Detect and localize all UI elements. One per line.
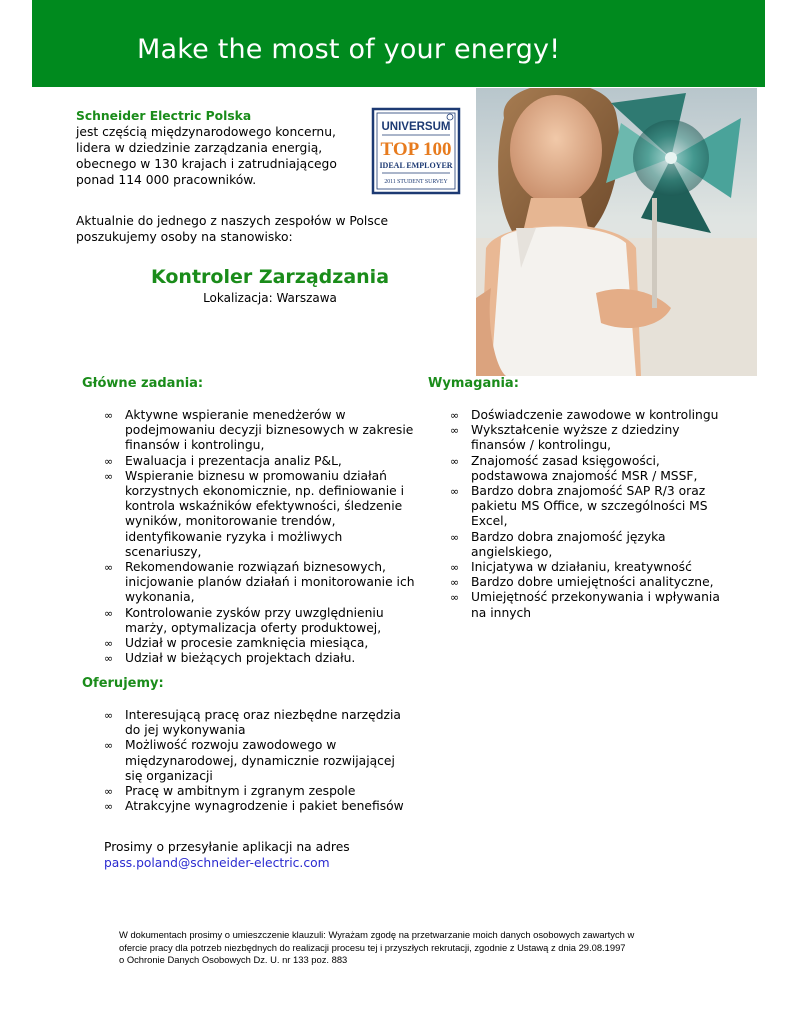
bullet-icon: ∞	[104, 561, 114, 575]
lead-paragraph	[76, 213, 464, 245]
header-banner	[32, 0, 765, 87]
requirements-list	[450, 408, 720, 621]
tasks-list	[104, 408, 415, 666]
photo-illustration	[476, 88, 757, 376]
bullet-icon: ∞	[104, 800, 114, 814]
list-item-text: Udział w procesie zamknięcia miesiąca,	[125, 636, 369, 651]
list-item	[450, 530, 720, 560]
list-item-text: na innych	[471, 605, 532, 620]
list-item-text: Umiejętność przekonywania i wpływania	[471, 590, 720, 605]
list-item-text: wyników, monitorowanie trendów,	[125, 514, 336, 529]
girl-with-pinwheel-photo	[476, 88, 757, 376]
list-item-text: Bardzo dobra znajomość języka	[471, 529, 666, 544]
list-item-text: Bardzo dobra znajomość SAP R/3 oraz	[471, 484, 706, 499]
list-item-text: Pracę w ambitnym i zgranym zespole	[125, 784, 356, 799]
bullet-icon: ∞	[450, 485, 460, 499]
bullet-icon: ∞	[450, 591, 460, 605]
list-item-text: Doświadczenie zawodowe w kontrolingu	[471, 408, 719, 422]
position-title: Kontroler Zarządzania	[150, 266, 390, 288]
list-item-text: Bardzo dobre umiejętności analityczne,	[471, 575, 714, 590]
universum-top100-badge	[368, 105, 464, 197]
bullet-icon: ∞	[450, 409, 460, 422]
list-item-text: Atrakcyjne wynagrodzenie i pakiet benefisów	[125, 799, 404, 814]
list-item	[450, 454, 720, 484]
list-item-text: wykonania,	[125, 590, 195, 605]
list-item	[104, 651, 415, 666]
list-item-text: Aktywne wspieranie menedżerów w	[125, 408, 346, 422]
list-item-text: Ewaluacja i prezentacja analiz P&L,	[125, 453, 342, 468]
list-item	[450, 575, 720, 590]
list-item-text: finansów / kontrolingu,	[471, 438, 612, 453]
position-location: Lokalizacja: Warszawa	[203, 291, 337, 305]
list-item	[450, 423, 720, 453]
list-item-text: Interesującą pracę oraz niezbędne narzędzia	[125, 708, 401, 722]
intro-line: jest częścią międzynarodowego koncernu,	[76, 125, 336, 139]
list-item	[450, 484, 720, 530]
list-item	[104, 469, 415, 560]
bullet-icon: ∞	[104, 739, 114, 753]
intro-line: ponad 114 000 pracowników.	[76, 173, 257, 187]
list-item-text: Excel,	[471, 514, 508, 529]
list-item-text: podstawowa znajomość MSR / MSSF,	[471, 468, 698, 483]
lead-line: poszukujemy osoby na stanowisko:	[76, 230, 293, 244]
clause-line: o Ochronie Danych Osobowych Dz. U. nr 133 poz. 883	[119, 954, 348, 965]
position-block	[76, 264, 464, 306]
bullet-icon: ∞	[450, 561, 460, 575]
list-item	[104, 408, 415, 454]
universum-badge-graphic	[368, 105, 464, 197]
apply-block	[104, 839, 350, 871]
list-item-text: Znajomość zasad księgowości,	[471, 453, 660, 468]
list-item-text: angielskiego,	[471, 544, 553, 559]
bullet-icon: ∞	[450, 576, 460, 590]
list-item-text: inicjowanie planów działań i monitorowanie ich	[125, 575, 415, 590]
list-item-text: kontrola wskaźników efektywności, śledzenie	[125, 499, 403, 514]
clause-line: W dokumentach prosimy o umieszczenie klauzuli: Wyrażam zgodę na przetwarzanie moich danych osobowych zawartych w	[119, 929, 635, 940]
clause-line: ofercie pracy dla potrzeb niezbędnych do realizacji procesu tej i przyszłych rekrutacji, zgodnie z Ustawą z dnia 29.08.1997	[119, 941, 626, 953]
gdpr-clause	[119, 929, 679, 967]
list-item	[104, 606, 415, 636]
list-item-text: Kontrolowanie zysków przy uwzględnieniu	[125, 605, 384, 620]
list-item	[450, 408, 720, 423]
list-item	[104, 799, 404, 814]
list-item	[450, 560, 720, 575]
intro-line: lidera w dziedzinie zarządzania energią,	[76, 141, 323, 155]
list-item	[104, 738, 404, 784]
list-item	[104, 454, 415, 469]
list-item-text: się organizacji	[125, 768, 213, 783]
list-item-text: marży, optymalizacja oferty produktowej,	[125, 620, 382, 635]
badge-survey: 2011 STUDENT SURVEY	[384, 179, 448, 185]
badge-brand: UNIVERSUM	[381, 121, 451, 133]
bullet-icon: ∞	[104, 785, 114, 799]
lead-line: Aktualnie do jednego z naszych zespołów w Polsce	[76, 214, 389, 228]
company-name: Schneider Electric Polska	[76, 109, 252, 123]
list-item-text: korzystnych ekonomicznie, np. definiowanie i	[125, 484, 405, 499]
list-item-text: Rekomendowanie rozwiązań biznesowych,	[125, 560, 386, 575]
company-intro	[76, 108, 356, 188]
requirements-heading: Wymagania:	[428, 376, 519, 391]
list-item-text: Inicjatywa w działaniu, kreatywność	[471, 560, 692, 575]
bullet-icon: ∞	[104, 637, 114, 651]
bullet-icon: ∞	[104, 409, 114, 422]
bullet-icon: ∞	[450, 454, 460, 468]
list-item-text: Udział w bieżących projektach działu.	[125, 651, 356, 666]
tasks-heading: Główne zadania:	[82, 376, 204, 391]
apply-text: Prosimy o przesyłanie aplikacji na adres	[104, 840, 350, 854]
list-item-text: Możliwość rozwoju zawodowego w	[125, 738, 337, 753]
bullet-icon: ∞	[104, 606, 114, 620]
list-item-text: podejmowaniu decyzji biznesowych w zakresie	[125, 423, 414, 438]
offers-heading: Oferujemy:	[82, 676, 164, 691]
bullet-icon: ∞	[104, 454, 114, 468]
list-item	[450, 590, 720, 620]
badge-label: IDEAL EMPLOYER	[379, 161, 453, 170]
list-item	[104, 784, 404, 799]
banner-title: Make the most of your energy!	[137, 34, 561, 65]
list-item-text: Wykształcenie wyższe z dziedziny	[471, 423, 680, 438]
bullet-icon: ∞	[104, 469, 114, 483]
bullet-icon: ∞	[450, 424, 460, 438]
list-item	[104, 636, 415, 651]
list-item-text: finansów i kontrolingu,	[125, 438, 265, 453]
list-item-text: pakietu MS Office, w szczególności MS	[471, 499, 708, 514]
offers-list	[104, 708, 404, 814]
intro-line: obecnego w 130 krajach i zatrudniającego	[76, 157, 337, 171]
list-item-text: Wspieranie biznesu w promowaniu działań	[125, 468, 387, 483]
list-item-text: identyfikowanie ryzyka i możliwych	[125, 529, 343, 544]
bullet-icon: ∞	[104, 652, 114, 666]
list-item-text: scenariuszy,	[125, 544, 202, 559]
list-item	[104, 708, 404, 738]
badge-rank: TOP 100	[380, 139, 452, 160]
list-item-text: do jej wykonywania	[125, 723, 246, 738]
bullet-icon: ∞	[104, 709, 114, 722]
apply-email-link[interactable]: pass.poland@schneider-electric.com	[104, 856, 330, 870]
list-item	[104, 560, 415, 606]
list-item-text: międzynarodowej, dynamicznie rozwijającej	[125, 753, 395, 768]
bullet-icon: ∞	[450, 530, 460, 544]
